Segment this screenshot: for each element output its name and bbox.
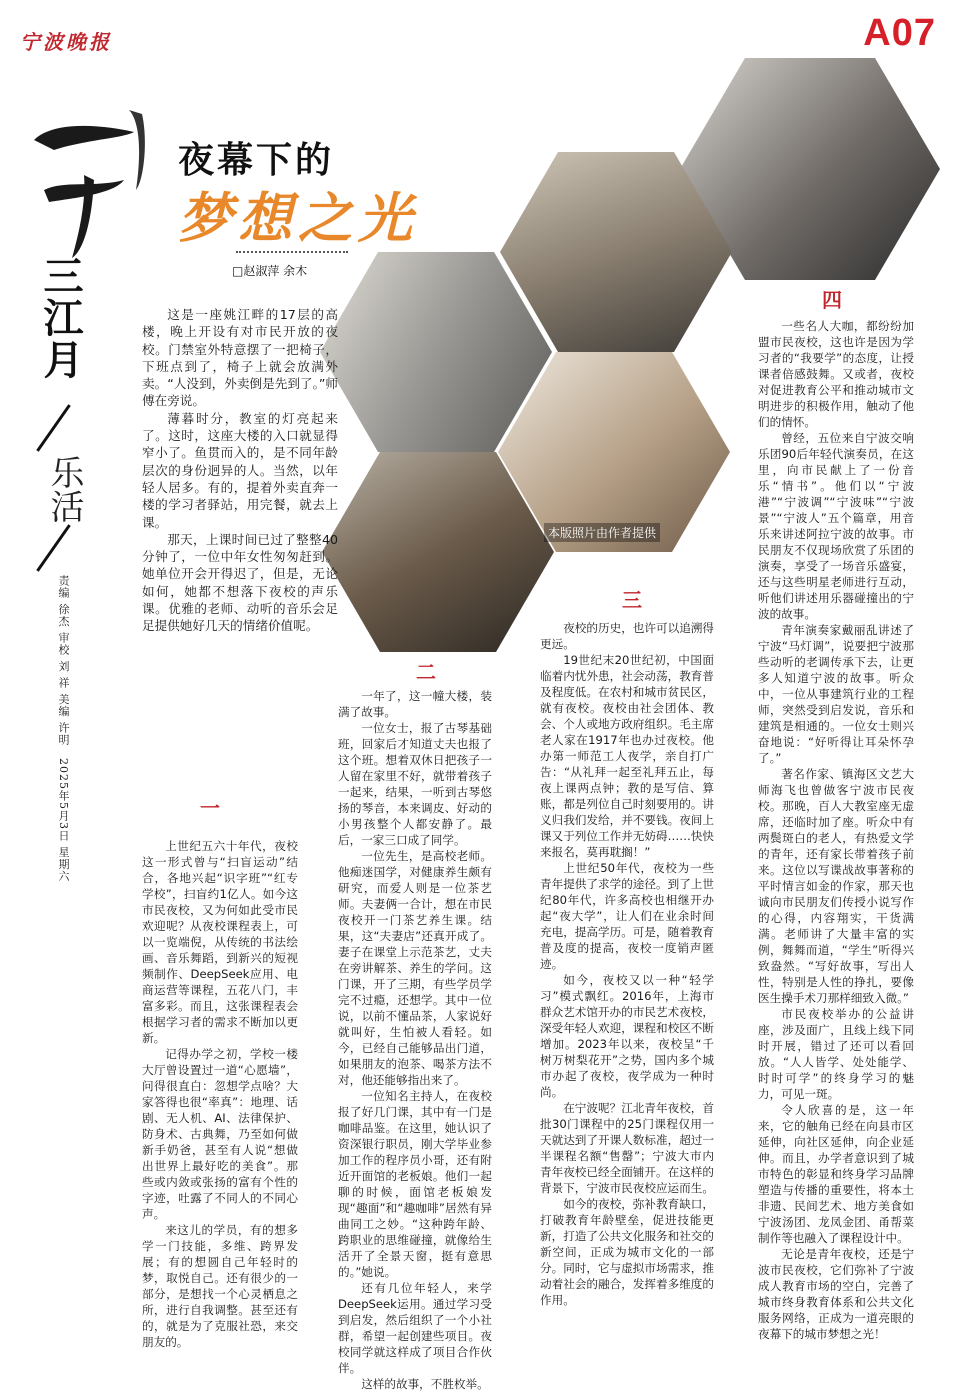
section3-paragraph: 如今，夜校又以一种“轻学习”模式飘红。2016年，上海市群众艺术馆开办的市民艺术夜校，深受年轻人欢迎，课程和校区不断增加。2023年以来，夜校呈“千树万树梨花开”之势，国内多个城市办起了夜校，夜学成为一种时尚。 (540, 973, 714, 1099)
brush-calligraphy-decoration (14, 80, 164, 270)
section2-paragraph: 一位知名主持人，在夜校报了好几门课，其中有一门是咖啡品鉴。在这里，她认识了资深银行职员，刚大学毕业参加工作的程序员小哥，还有附近开面馆的老板娘。他们一起聊的时候，面馆老板娘发现“趣面”和“趣咖啡”居然有异曲同工之妙。“这种跨年龄、跨职业的思维碰撞，就像给生活开了全景天窗，挺有意思的。”她说。 (338, 1089, 492, 1279)
section3-paragraph: 夜校的历史，也许可以追溯得更远。 (540, 621, 714, 651)
article-title-line2: 梦想之光 (178, 186, 418, 250)
intro-paragraph: 那天，上课时间已过了整整40分钟了，一位中年女性匆匆赶到。她单位开会开得迟了，但是，无论如何，她都不想落下夜校的声乐课。优雅的老师、动听的音乐会足足提供她好几天的情绪价值呢。 (142, 531, 338, 634)
section4-column (758, 318, 914, 1342)
title-dotted-rule (236, 251, 348, 253)
section4-paragraph: 无论是青年夜校，还是宁波市民夜校，它们弥补了宁波成人教育市场的空白，完善了城市终身教育体系和公共文化服务网络，正成为一道亮眼的夜幕下的城市梦想之光！ (758, 1247, 914, 1341)
section-title: 三江月 (37, 255, 84, 381)
section3-paragraph: 19世纪末20世纪初，中国面临着内忧外患，社会动荡，教育普及程度低。在农村和城市贫民区，就有夜校。夜校由社会团体、教会、个人或地方政府组织。毛主席老人家在1917年也办过夜校。他办第一师范工人夜学，亲自打广告：“从礼拜一起至礼拜五止，每夜上课两点钟；教的是写信、算账，都是列位自己时刻要用的。讲义归我们发给，并不要钱。夜间上课又于列位工作并无妨碍……快快来报名，莫再耽搁！” (540, 653, 714, 859)
section3-paragraph: 如今的夜校，弥补教育缺口，打破教育年龄壁垒，促进技能更新，打造了公共文化服务和社交的新空间，正成为城市文化的一部分。同时，它与虚拟市场需求，推动着社会的融合，发挥着多维度的作用。 (540, 1197, 714, 1307)
section1-paragraph: 记得办学之初，学校一楼大厅曾设置过一道“心愿墙”，问得很直白：忽想学点啥？大家答得也很“率真”：地理、话剧、无人机、AI、法律保护、防身术、古典舞，乃至如何做新手奶爸，甚至有人说“想做出世界上最好吃的美食”。那些或内敛或张扬的富有个性的字迹，吐露了不同人的不同心声。 (142, 1047, 298, 1221)
section2-paragraph: 还有几位年轻人，来学DeepSeek运用。通过学习受到启发，然后组织了一个小社群，希望一起创建些项目。夜校同学就这样成了项目合作伙伴。 (338, 1281, 492, 1375)
section-subtitle: 乐活 (44, 455, 84, 523)
section1-column (142, 838, 298, 1350)
photo-caption: 本版照片由作者提供 (544, 523, 660, 542)
section-marker-3: 三 (622, 588, 642, 612)
section4-paragraph: 令人欣喜的是，这一年来，它的触角已经在向县市区延伸，向社区延伸，向企业延伸。而且，办学者意识到了城市特色的彰显和终身学习品牌塑造与传播的重要性，将本土非遗、民间艺术、地方美食如宁波汤团、龙凤金团、甬帮菜制作等也融入了课程设计中。 (758, 1103, 914, 1245)
byline: □赵淑萍 余木 (232, 264, 308, 278)
section-marker-4: 四 (822, 288, 842, 312)
page-number: A07 (863, 12, 936, 54)
section1-paragraph: 来这儿的学员，有的想多学一门技能，多维、跨界发展；有的想圆自己年轻时的梦，取悦自己。还有很少的一部分，是想找一个心灵栖息之所，进行自我调整。甚至还有的，就是为了克服社恐，来交朋友的。 (142, 1223, 298, 1349)
section-marker-2: 二 (416, 660, 436, 684)
section1-paragraph: 上世纪五六十年代，夜校这一形式曾与“扫盲运动”结合，各地兴起“识字班”“红专学校”，扫盲约1亿人。如今这市民夜校，又为何如此受市民欢迎呢？从夜校课程表上，可以一览端倪，从传统的书法绘画、音乐舞蹈，到新兴的短视频制作、DeepSeek应用、电商运营等课程，五花八门，丰富多彩。而且，这张课程表会根据学习者的需求不断加以更新。 (142, 839, 298, 1045)
editor-credits: 责编 徐杰 审校 刘 祥 美编 许明 2025年5月3日 星期六 (57, 575, 70, 883)
intro-paragraph: 薄暮时分，教室的灯亮起来了。这时，这座大楼的入口就显得窄小了。鱼贯而入的，是不同年龄层次的身份迥异的人。当然，以年轻人居多。有的，提着外卖直奔一楼的学习者驿站，用完餐，就去上课。 (142, 410, 338, 530)
section4-paragraph: 一些名人大咖，都纷纷加盟市民夜校，这也许是因为学习者的“我要学”的态度，让授课者倍感鼓舞。又或者，夜校对促进教育公平和推动城市文明进步的积极作用，触动了他们的情怀。 (758, 319, 914, 429)
section3-paragraph: 在宁波呢？江北青年夜校，首批30门课程中的25门课程仅用一天就达到了开课人数标准，超过一半课程名额“售罄”；宁波大市内青年夜校已经全面铺开。在这样的背景下，宁波市民夜校应运而生。 (540, 1101, 714, 1195)
article-title-line1: 夜幕下的 (178, 140, 335, 181)
section2-paragraph: 一位女士，报了古琴基础班，回家后才知道丈夫也报了这个班。想着双休日把孩子一人留在家里不好，就带着孩子一起来，结果，一听到古琴悠扬的琴音，本来调皮、好动的小男孩整个人都安静了。最后，一家三口成了同学。 (338, 721, 492, 847)
slash-divider (36, 404, 71, 452)
section4-paragraph: 曾经，五位来自宁波交响乐团90后年轻代演奏员，在这里，向市民献上了一份音乐“情书”。他们以“宁波港”“宁波调”“宁波味”“宁波景”“宁波人”五个篇章，用音乐来讲述阿拉宁波的故事。市民朋友不仅现场欣赏了乐团的演奏，享受了一场音乐盛宴，还与这些明星老师进行互动，听他们讲述用乐器碰撞出的宁波的故事。 (758, 431, 914, 621)
section2-paragraph: 一年了，这一幢大楼，装满了故事。 (338, 689, 492, 719)
intro-column (142, 306, 338, 635)
section2-column (338, 688, 492, 1392)
section4-paragraph: 青年演奏家戴丽乱讲述了宁波“马灯调”，说要把宁波那些动听的老调传承下去，让更多人知道宁波的故事。听众中，一位从事建筑行业的工程师，突然受到启发说，音乐和建筑是相通的。一位女士则兴奋地说：“好听得让耳朵怀孕了。” (758, 623, 914, 765)
section2-paragraph: 这样的故事，不胜枚举。 (361, 1377, 489, 1391)
section4-paragraph: 著名作家、镇海区文艺大师海飞也曾做客宁波市民夜校。那晚，百人大教室座无虚席，还临时加了座。听众中有两鬓斑白的老人，有热爱文学的青年，还有家长带着孩子前来。这位以写谍战故事著称的平时情言如金的作家，那天也诚向市民朋友们传授小说写作的心得，内容翔实，干货满满。老师讲了大量丰富的实例，舞舞而道，“学生”听得兴致盎然。“写好故事，写出人性，特别是人性的挣扎，要像医生操手术刀那样细致入微。” (758, 767, 914, 1005)
section-marker-1: 一 (200, 796, 220, 820)
newspaper-masthead: 宁波晚报 (20, 30, 112, 54)
section2-paragraph: 一位先生，是高校老师。他痴迷国学，对健康养生颇有研究，而爱人则是一位茶艺师。夫妻俩一合计，想在市民夜校开一门茶艺养生课。结果，这“夫妻店”还真开成了。妻子在课堂上示范茶艺，丈夫在旁讲解茶、养生的学问。这门课，开了三期，有些学员学完不过瘾，还想学。其中一位说，以前不懂品茶，人家说好就叫好，生怕被人看轻。如今，已经自己能够品出门道，如果朋友的泡茶、喝茶方法不对，他还能够指出来了。 (338, 849, 492, 1087)
slash-divider (36, 524, 71, 572)
section4-paragraph: 市民夜校举办的公益讲座，涉及面广，且线上线下同时开展，错过了还可以看回放。“人人皆学、处处能学、时时可学”的终身学习的魅力，可见一斑。 (758, 1007, 914, 1101)
section3-paragraph: 上世纪50年代，夜校为一些青年提供了求学的途径。到了上世纪80年代，许多高校也相继开办起“夜大学”，让人们在业余时间充电，提高学历。可是，随着教育普及度的提高，夜校一度销声匿迹。 (540, 861, 714, 971)
intro-paragraph: 这是一座姚江畔的17层的高楼，晚上开设有对市民开放的夜校。门禁室外特意摆了一把椅子，下班点到了，椅子上就会放满外卖。“人没到，外卖倒是先到了。”师傅在旁说。 (142, 307, 338, 409)
section3-column (540, 620, 714, 1308)
